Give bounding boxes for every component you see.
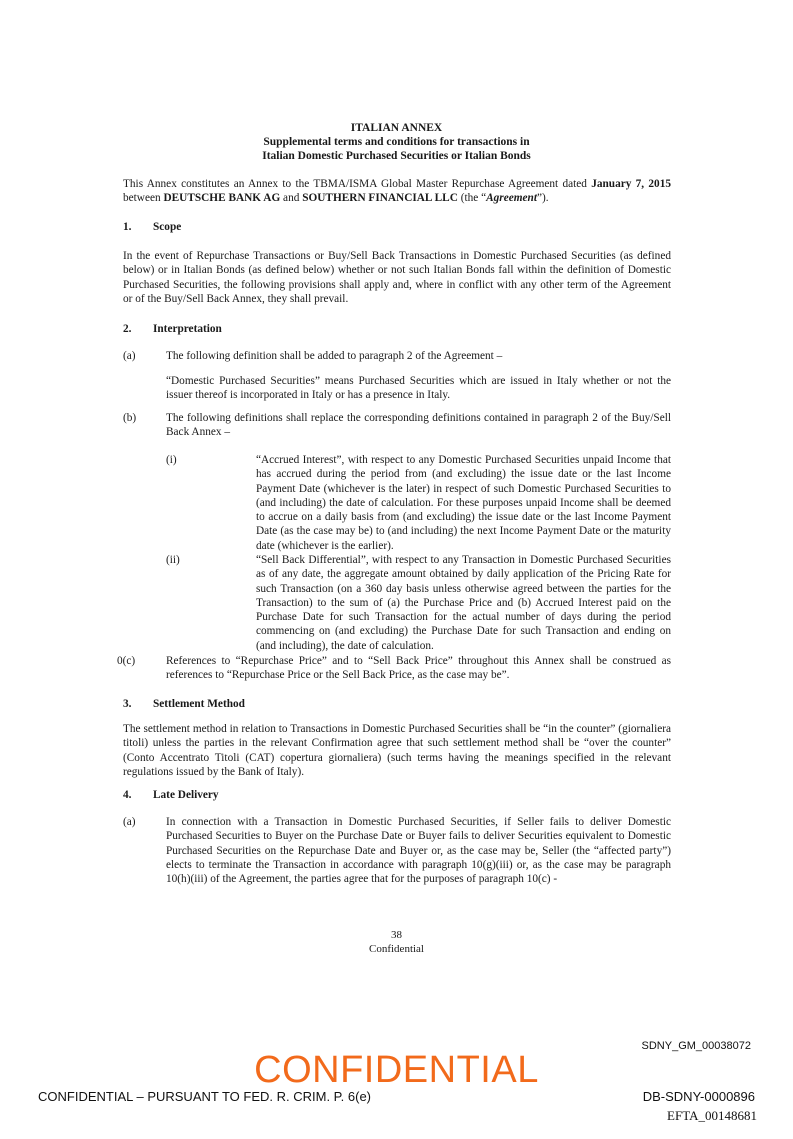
- intro-text: This Annex constitutes an Annex to the TBMA/ISMA Global Master Repurchase Agreement dated: [123, 178, 592, 190]
- intro-text: between: [123, 192, 164, 205]
- subsection-label: (a): [123, 350, 136, 362]
- subsection-label: 0(c): [117, 655, 136, 667]
- definition-domestic-purchased-securities: “Domestic Purchased Securities” means Purchased Securities which are issued in Italy whether or not the issuer thereof is incorporated in Italy or has a presence in Italy.: [166, 375, 671, 402]
- section-title: Interpretation: [153, 323, 222, 335]
- annex-subtitle-line2: Italian Domestic Purchased Securities or Italian Bonds: [262, 150, 531, 162]
- section-number: 3.: [123, 698, 132, 710]
- annex-title: ITALIAN ANNEX: [350, 122, 443, 134]
- subsection-label: (b): [123, 412, 137, 424]
- confidential-stamp: CONFIDENTIAL: [254, 1049, 539, 1091]
- page-number: 38: [391, 929, 402, 941]
- subsection-2a-text: The following definition shall be added to paragraph 2 of the Agreement –: [166, 350, 503, 362]
- section-2-heading: [123, 322, 222, 336]
- confidential-footer-label: Confidential: [369, 943, 424, 955]
- item-label: (ii): [166, 554, 180, 566]
- annex-subtitle-line1: Supplemental terms and conditions for transactions in: [263, 136, 530, 148]
- definition-sell-back-differential: “Sell Back Differential”, with respect to any Transaction in Domestic Purchased Securities as of any date, the aggregate amount obtained by daily application of the Pricing Rate for such Transaction (on a 360 day basis unless otherwise agreed between the parties for the Transaction) to the sum of (a) the Purchase Price and (b) Accrued Interest paid on the Purchase Date for such Transaction for the actual number of days during the period commencing on (and excluding) the Purchase Date for such Transaction and ending on (and including), the date of calculation.: [256, 554, 671, 652]
- annex-header: [0, 121, 793, 163]
- section-4-heading: [123, 788, 219, 802]
- section-4a-text: In connection with a Transaction in Domestic Purchased Securities, if Seller fails to deliver Domestic Purchased Securities to Buyer on the Purchase Date or Buyer fails to deliver Securities equivalent to Domestic Purchased Securities on the Repurchase Date and Buyer or, as the case may be, Seller (the “affected party”) elects to terminate the Transaction in accordance with paragraph 10(g)(iii) or, as the case may be paragraph 10(h)(iii) of the Agreement, the parties agree that for the purposes of paragraph 10(c) -: [166, 816, 671, 886]
- section-number: 4.: [123, 789, 132, 801]
- party-name: SOUTHERN FINANCIAL LLC: [302, 192, 458, 205]
- section-3-heading: [123, 697, 245, 711]
- section-number: 1.: [123, 221, 132, 233]
- intro-text: ”).: [536, 192, 549, 205]
- section-title: Scope: [153, 221, 182, 233]
- intro-text: (the “: [457, 192, 487, 205]
- section-title: Settlement Method: [153, 698, 245, 710]
- intro-text: and: [280, 192, 303, 205]
- section-1-heading: [123, 220, 181, 234]
- bates-number-db: DB-SDNY-0000896: [642, 1089, 755, 1104]
- section-title: Late Delivery: [153, 789, 219, 801]
- section-number: 2.: [123, 323, 132, 335]
- subsection-2c-text: References to “Repurchase Price” and to “Sell Back Price” throughout this Annex shall be construed as references to “Repurchase Price or the Sell Back Price, as the case may be”.: [166, 655, 671, 682]
- agreement-date: January 7, 2015: [591, 178, 671, 190]
- page-footer: [0, 928, 793, 956]
- intro-paragraph: [123, 177, 671, 206]
- efta-number: EFTA_00148681: [667, 1108, 757, 1123]
- subsection-2b-text: The following definitions shall replace the corresponding definitions contained in paragraph 2 of the Buy/Sell Back Annex –: [166, 412, 671, 439]
- subsection-label: (a): [123, 816, 136, 828]
- section-3-body: The settlement method in relation to Transactions in Domestic Purchased Securities shall be “in the counter” (giornaliera titoli) unless the parties in the relevant Confirmation agree that such settlement method shall be “over the counter” (Conto Accentrato Titoli (CAT) copertura giornaliera) (such terms having the meanings specified in the relevant regulations issued by the Bank of Italy).: [123, 723, 671, 778]
- item-label: (i): [166, 454, 177, 466]
- grand-jury-legend: CONFIDENTIAL – PURSUANT TO FED. R. CRIM. P. 6(e): [38, 1089, 372, 1104]
- party-name: DEUTSCHE BANK AG: [163, 192, 281, 205]
- agreement-term: Agreement: [486, 192, 537, 205]
- section-1-body: In the event of Repurchase Transactions or Buy/Sell Back Transactions in Domestic Purchased Securities (as defined below) or in Italian Bonds (as defined below) whether or not such Italian Bonds fall within the definition of Domestic Purchased Securities, the following provisions shall apply and, where in conflict with any other term of the Agreement or of the Buy/Sell Back Annex, they shall prevail.: [123, 250, 671, 305]
- definition-accrued-interest: “Accrued Interest”, with respect to any Domestic Purchased Securities unpaid Income that has accrued during the period from (and excluding) the issue date or the last Income Payment Date (whichever is the later) in respect of such Domestic Purchased Securities to (and including) the date of calculation. For these purposes unpaid Income shall be deemed to accrue on a daily basis from (and excluding) the issue date or the last Income Payment Date (as the case may be) to (and including) the next Income Payment Date or the maturity date (whichever is the earlier).: [256, 454, 671, 552]
- bates-number-gm: SDNY_GM_00038072: [641, 1040, 751, 1052]
